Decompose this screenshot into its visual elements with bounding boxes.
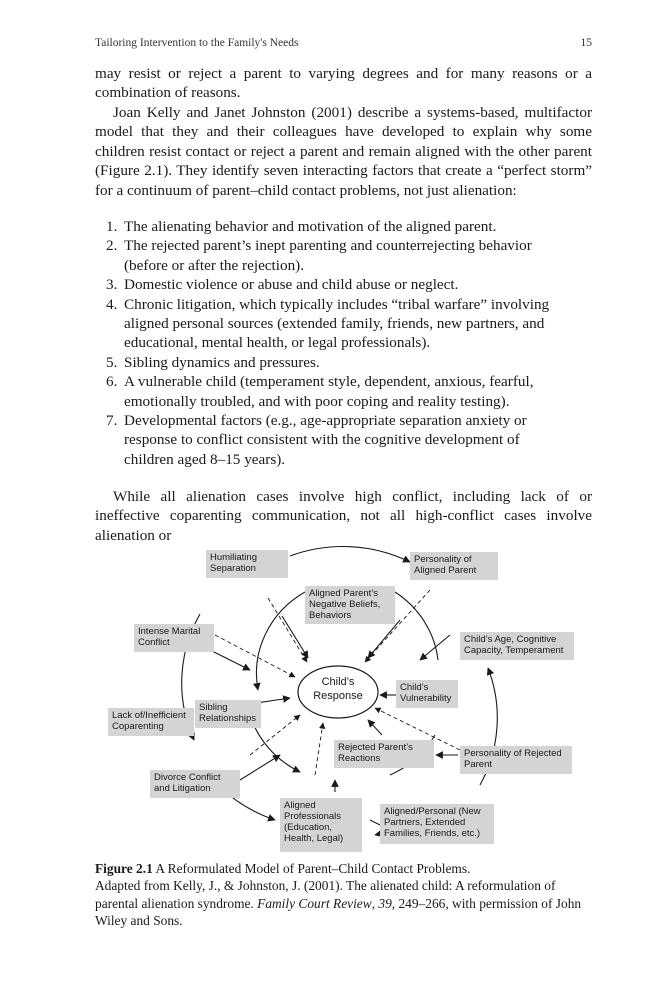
factor-text: Chronic litigation, which typically includes “tribal warfare” involving aligned personal sources (extended family, friends, new partners, and educational, mental health, or legal professionals).	[124, 295, 550, 352]
node-childs-age	[460, 632, 574, 660]
factor-text: Domestic violence or abuse and child abuse or neglect.	[124, 276, 459, 294]
node-label-line: Separation	[210, 563, 256, 574]
node-label-line: Child’s	[400, 682, 429, 693]
node-label-line: Health, Legal)	[284, 833, 344, 844]
caption-title: A Reformulated Model of Parent–Child Contact Problems.	[155, 861, 471, 876]
node-label-line: Behaviors	[309, 610, 352, 621]
factor-text: A vulnerable child (temperament style, dependent, anxious, fearful, emotionally troubled, and with poor coping and reality testing).	[124, 373, 534, 410]
factor-item	[106, 236, 556, 275]
node-label-line: Personality of Rejected	[464, 748, 562, 759]
node-label-line: Intense Marital	[138, 626, 201, 637]
node-sibling-relationships	[195, 700, 261, 728]
node-label-line: and Litigation	[154, 783, 211, 794]
node-label-line: Families, Friends, etc.)	[384, 828, 481, 839]
paragraph-continuation: may resist or reject a parent to varying degrees and for many reasons or a combination of reasons.	[95, 65, 592, 102]
node-label-line: Aligned	[284, 800, 316, 811]
node-label-line: Divorce Conflict	[154, 772, 221, 783]
factor-item	[106, 411, 556, 469]
node-label-line: Sibling	[199, 702, 228, 713]
figure-nodes	[108, 550, 574, 852]
node-aligned-personal	[380, 804, 494, 844]
factor-number: 3.	[106, 276, 118, 294]
caption-volume: 39	[378, 895, 392, 911]
factor-text: The rejected parent’s inept parenting and counterrejecting behavior (before or after the rejection).	[124, 237, 532, 274]
node-label-line: Lack of/Inefficient	[112, 710, 186, 721]
factors-list	[106, 217, 556, 469]
node-label-line: Coparenting	[112, 721, 164, 732]
node-rejected-parent-reactions	[334, 740, 434, 768]
node-divorce-conflict	[150, 770, 240, 798]
paragraph-high-conflict: While all alienation cases involve high conflict, including lack of or ineffective coparenting communication, not all high-conflict cases involve alienation or	[95, 488, 592, 544]
node-humiliating-separation	[206, 550, 288, 578]
node-label-line: Humiliating	[210, 552, 257, 563]
factor-text: Sibling dynamics and pressures.	[124, 353, 320, 371]
factor-text: The alienating behavior and motivation of the aligned parent.	[124, 218, 497, 235]
node-label-line: Relationships	[199, 713, 257, 724]
factor-item	[106, 295, 556, 353]
factor-number: 4.	[106, 295, 118, 313]
caption-source-end: , 249–266, with permission of John Wiley and Sons.	[95, 895, 582, 929]
node-label-line: Professionals	[284, 811, 342, 822]
node-label-line: Conflict	[138, 637, 170, 648]
factor-number: 6.	[106, 373, 118, 391]
figure-caption: Figure 2.1 A Reformulated Model of Parent–Child Contact Problems. Adapted from Kelly, J., & Johnston, J. (2001). The alienated child: A reformulation of parental alienation syndrome. Family Court Review, 39, 249–266, with permission of John Wiley and Sons.	[95, 861, 582, 929]
node-aligned-professionals	[280, 798, 362, 852]
node-label-line: (Education,	[284, 822, 333, 833]
node-label-line: Negative Beliefs,	[309, 599, 381, 610]
node-label-line: Aligned/Personal (New	[384, 806, 481, 817]
factor-text: Developmental factors (e.g., age-appropriate separation anxiety or response to conflict consistent with the cognitive development of children aged 8–15 years).	[124, 412, 527, 468]
node-personality-rejected-parent	[460, 746, 572, 774]
node-personality-aligned-parent	[410, 552, 498, 580]
node-label-line: Child’s Age, Cognitive	[464, 634, 557, 645]
node-childs-vulnerability	[396, 680, 458, 708]
caption-source: Adapted from Kelly, J., & Johnston, J. (2001). The alienated child: A reformulation of parental alienation syndrome.	[95, 878, 556, 911]
node-label-line: Aligned Parent’s	[309, 588, 379, 599]
running-head-title: Tailoring Intervention to the Family's Needs	[95, 37, 299, 49]
node-intense-marital-conflict	[134, 624, 214, 652]
node-label-line: Response	[313, 690, 363, 702]
node-aligned-parent-beliefs	[305, 586, 395, 624]
factor-number: 5.	[106, 353, 118, 371]
node-label-line: Partners, Extended	[384, 817, 466, 828]
factor-item	[106, 353, 556, 372]
paragraph-kelly-johnston: Joan Kelly and Janet Johnston (2001) describe a systems-based, multifactor model that they and their colleagues have developed to explain why some children resist contact or reject a parent and remain aligned with the other parent (Figure 2.1). They identify seven interacting factors that create a “perfect storm” for a continuum of parent–child contact problems, not just alienation:	[95, 104, 592, 199]
figure-2-1-diagram	[100, 540, 580, 858]
node-lack-of-coparenting	[108, 708, 194, 736]
factor-number: 2.	[106, 237, 118, 255]
factor-item	[106, 372, 556, 411]
factor-item	[106, 275, 556, 294]
factor-number: 7.	[106, 412, 118, 430]
caption-label: Figure 2.1	[95, 861, 153, 876]
node-label-line: Vulnerability	[400, 693, 452, 704]
node-label-line: Child’s	[321, 676, 355, 688]
node-label-line: Parent	[464, 759, 492, 770]
factor-number: 1.	[106, 218, 118, 235]
caption-journal: Family Court Review	[257, 895, 372, 911]
node-label-line: Capacity, Temperament	[464, 645, 564, 656]
node-label-line: Rejected Parent’s	[338, 742, 413, 753]
node-label-line: Reactions	[338, 753, 381, 764]
node-label-line: Aligned Parent	[414, 565, 477, 576]
node-label-line: Personality of	[414, 554, 472, 565]
factor-item	[106, 217, 556, 236]
page-number: 15	[580, 37, 592, 49]
